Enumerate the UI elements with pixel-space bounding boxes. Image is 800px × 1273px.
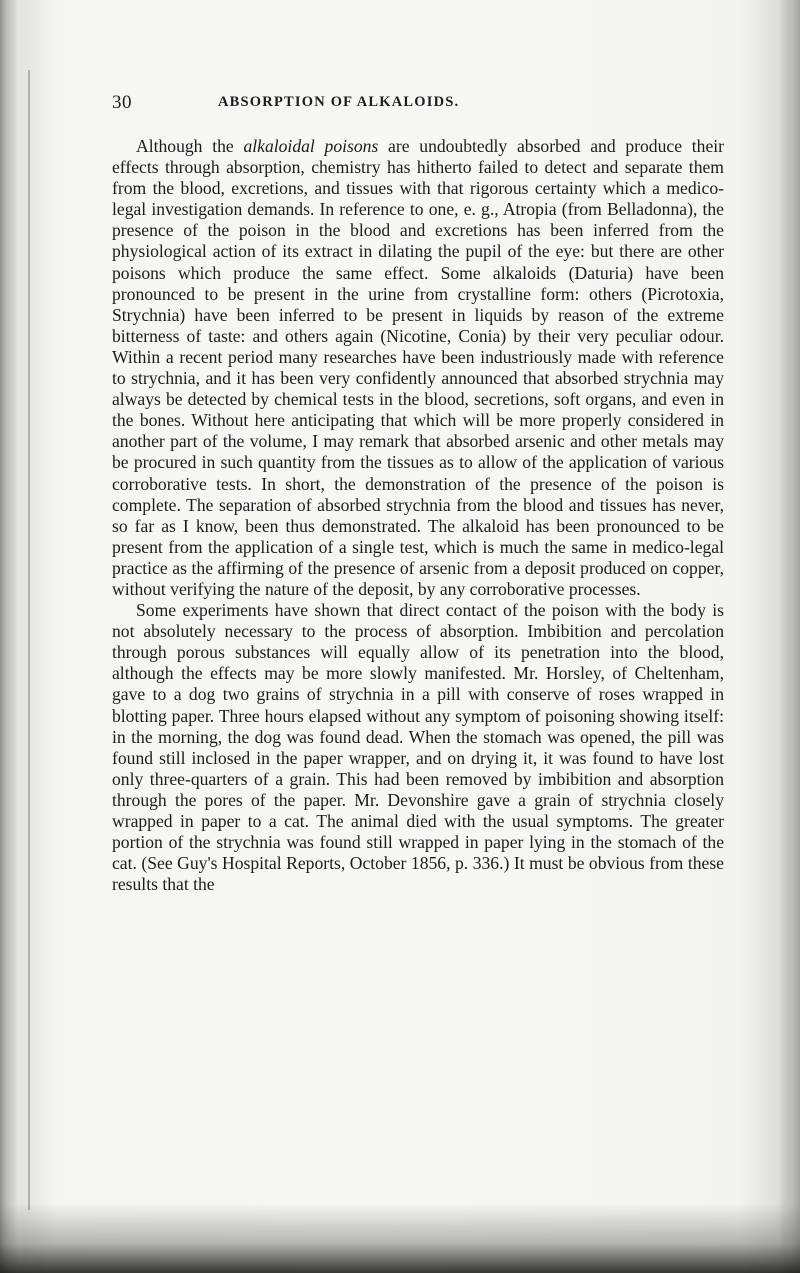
page-number: 30	[112, 92, 132, 113]
paragraph-alkaloidal-poisons	[112, 136, 724, 600]
book-page	[112, 88, 724, 895]
paragraph-experiments: Some experiments have shown that direct contact of the poison with the body is not absolutely necessary to the process of absorption. Imbibition and percolation through porous substances will equally allow of its penetration into the blood, although the effects may be more slowly manifested. Mr. Horsley, of Cheltenham, gave to a dog two grains of strychnia in a pill with conserve of roses wrapped in blotting paper. Three hours elapsed without any symptom of poisoning showing itself: in the morning, the dog was found dead. When the stomach was opened, the pill was found still inclosed in the paper wrapper, and on drying it, it was found to have lost only three-quarters of a grain. This had been removed by imbibition and absorption through the pores of the paper. Mr. Devonshire gave a grain of strychnia closely wrapped in paper to a cat. The animal died with the usual symptoms. The greater portion of the strychnia was found still wrapped in paper lying in the stomach of the cat. (See Guy's Hospital Reports, October 1856, p. 336.) It must be obvious from these results that the	[112, 600, 724, 895]
running-title: ABSORPTION OF ALKALOIDS.	[218, 94, 460, 110]
paragraph-1-body: are undoubtedly absorbed and produce their effects through absorption, chemistry has hitherto failed to detect and separate them from the blood, excretions, and tissues with that rigorous certainty which a medico-legal investigation demands. In reference to one, e. g., Atropia (from Belladonna), the presence of the poison in the blood and excretions has been inferred from the physiological action of its extract in dilating the pupil of the eye: but there are other poisons which produce the same effect. Some alkaloids (Daturia) have been pronounced to be present in the urine from crystalline form: others (Picrotoxia, Strychnia) have been inferred to be present in liquids by reason of the extreme bitterness of taste: and others again (Nicotine, Conia) by their very peculiar odour. Within a recent period many researches have been industriously made with reference to strychnia, and it has been very confidently announced that absorbed strychnia may always be detected by chemical tests in the blood, secretions, soft organs, and even in the bones. Without here anticipating that which will be more properly considered in another part of the volume, I may remark that absorbed arsenic and other metals may be procured in such quantity from the tissues as to allow of the application of various corroborative tests. In short, the demonstration of the presence of the poison is complete. The separation of absorbed strychnia from the blood and tissues has never, so far as I know, been thus demonstrated. The alkaloid has been pronounced to be present from the application of a single test, which is much the same in medico-legal practice as the affirming of the presence of arsenic from a deposit produced on copper, without verifying the nature of the deposit, by any corroborative processes.	[112, 136, 725, 599]
binding-crease	[28, 70, 30, 1210]
paragraph-1-lead: Although the	[136, 136, 244, 156]
page-edge-shadow	[778, 0, 800, 1273]
running-head	[112, 88, 724, 118]
bottom-scan-shadow	[0, 1203, 800, 1273]
emphasized-term: alkaloidal poisons	[243, 136, 379, 156]
book-binding-shadow	[0, 0, 50, 1273]
page-body	[112, 136, 724, 895]
